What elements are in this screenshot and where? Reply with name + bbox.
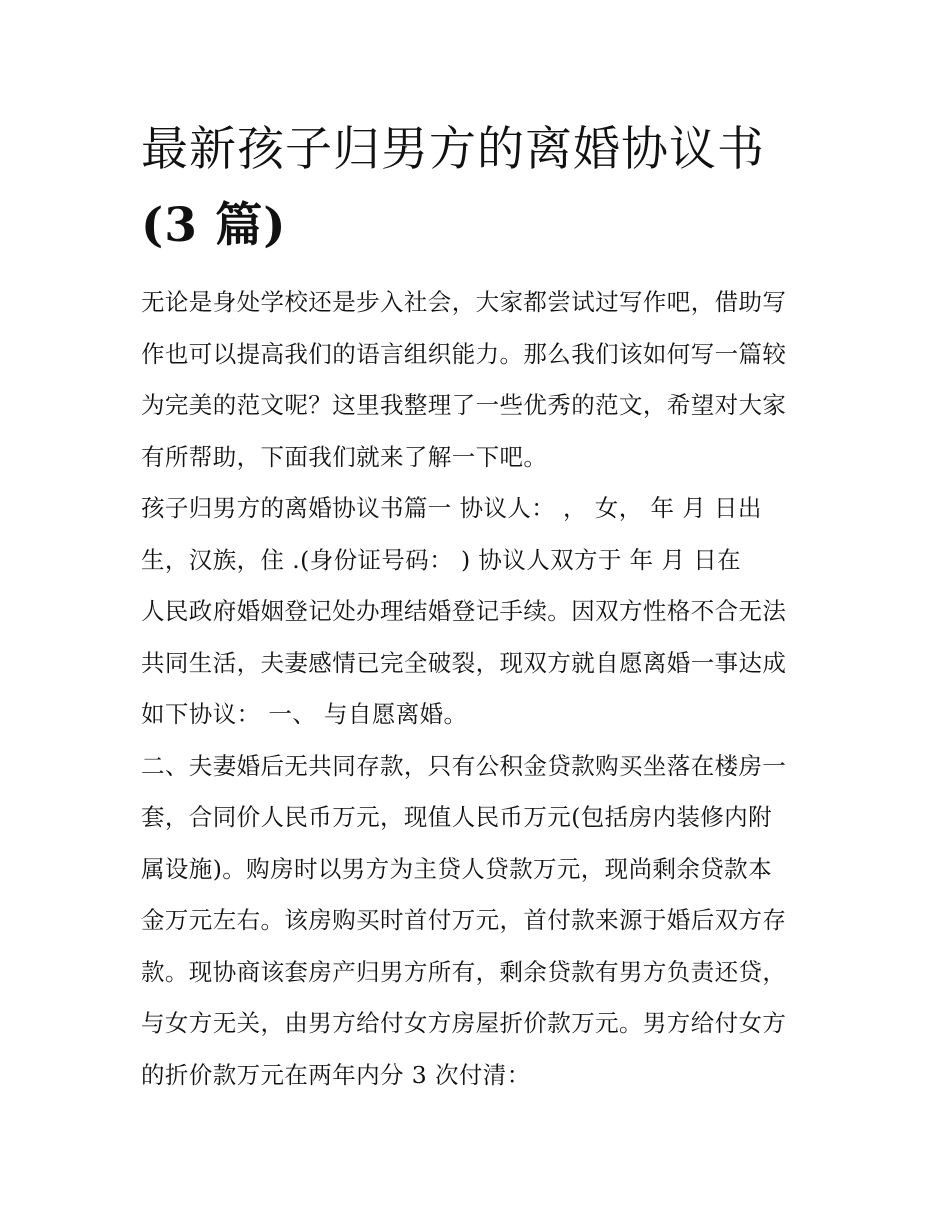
agreement-parties-paragraph	[141, 483, 817, 741]
text-line: 的折价款万元在两年内分 3 次付清：	[141, 1060, 531, 1089]
text-line: 二、夫妻婚后无共同存款，只有公积金贷款购买坐落在楼房一	[141, 751, 787, 780]
text-line: 金万元左右。该房购买时首付万元，首付款来源于婚后双方存	[141, 906, 787, 934]
document-title	[141, 112, 821, 264]
title-line-1: 最新孩子归男方的离婚协议书	[141, 122, 765, 177]
text-line: 有所帮助，下面我们就来了解一下吧。	[141, 442, 548, 471]
text-line: 人民政府婚姻登记处办理结婚登记手续。因双方性格不合无法	[141, 597, 787, 625]
text-line: 属设施)。购房时以男方为主贷人贷款万元，现尚剩余贷款本	[141, 854, 772, 883]
document-body	[141, 277, 817, 1101]
text-line: 如下协议： 一、 与自愿离婚。	[141, 700, 468, 728]
text-line: 生，汉族，住 .(身份证号码： ) 协议人双方于 年 月 日在	[141, 545, 742, 574]
text-line: 无论是身处学校还是步入社会，大家都尝试过写作吧，借助写	[141, 288, 787, 316]
property-clause-paragraph	[141, 741, 817, 1102]
text-line: 作也可以提高我们的语言组织能力。那么我们该如何写一篇较	[141, 339, 787, 368]
text-line: 共同生活，夫妻感情已完全破裂，现双方就自愿离婚一事达成	[141, 648, 787, 677]
title-line-2: (3 篇)	[141, 198, 287, 253]
text-line: 与女方无关，由男方给付女方房屋折价款万元。男方给付女方	[141, 1009, 787, 1037]
intro-paragraph	[141, 277, 817, 483]
text-line: 孩子归男方的离婚协议书篇一 协议人： ， 女， 年 月 日出	[141, 494, 762, 522]
text-line: 套，合同价人民币万元，现值人民币万元(包括房内装修内附	[141, 803, 772, 831]
text-line: 款。现协商该套房产归男方所有，剩余贷款有男方负责还贷，	[141, 957, 787, 986]
text-line: 为完美的范文呢？这里我整理了一些优秀的范文，希望对大家	[141, 391, 787, 419]
